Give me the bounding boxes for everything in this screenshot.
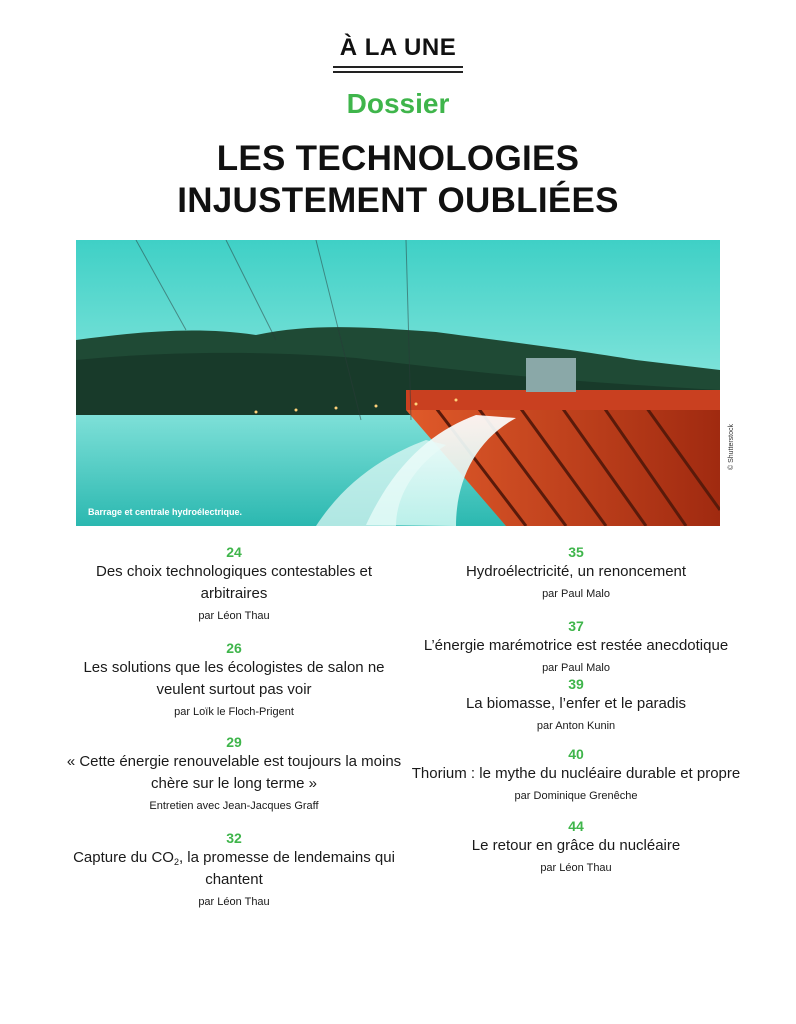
toc-entry[interactable] <box>406 618 746 676</box>
toc-author: Entretien avec Jean-Jacques Graff <box>149 800 319 812</box>
toc-author: par Anton Kunin <box>536 720 616 732</box>
dossier-kicker: Dossier <box>346 88 450 119</box>
toc-page-number: 40 <box>568 746 584 762</box>
section-rubric: À LA UNE <box>339 34 457 61</box>
toc-entry[interactable] <box>406 676 746 734</box>
toc-title: Le retour en grâce du nucléaire <box>471 837 681 854</box>
rubric-underline-top <box>333 66 463 68</box>
toc-author: par Loïk le Floch-Prigent <box>174 706 294 718</box>
toc-page-number: 35 <box>568 544 584 560</box>
toc-left-column <box>64 544 404 910</box>
toc-author: par Léon Thau <box>540 862 612 874</box>
toc-title <box>64 847 404 891</box>
toc-author: par Dominique Grenêche <box>514 790 638 802</box>
toc-entry[interactable] <box>64 544 404 624</box>
photo-credit: © Shutterstock <box>728 423 735 470</box>
toc-page-number: 26 <box>226 640 242 656</box>
toc-entry[interactable] <box>64 830 404 910</box>
toc-entry[interactable] <box>406 544 746 602</box>
toc-page-number: 37 <box>568 618 584 634</box>
toc-title: « Cette énergie renouvelable est toujours la moins chère sur le long terme » <box>66 753 402 792</box>
toc-page-number: 24 <box>226 544 242 560</box>
page-title <box>0 138 796 222</box>
toc-title: Hydroélectricité, un renoncement <box>465 563 687 580</box>
toc-title-part: Capture du CO <box>73 849 174 866</box>
toc-title: La biomasse, l’enfer et le paradis <box>465 695 687 712</box>
toc-author: par Léon Thau <box>198 896 270 908</box>
toc-right-column <box>406 544 746 876</box>
photo-caption: Barrage et centrale hydroélectrique. <box>88 507 243 517</box>
toc-title: Thorium : le mythe du nucléaire durable et propre <box>411 765 741 782</box>
toc-title: Les solutions que les écologistes de salon ne veulent surtout pas voir <box>83 659 385 698</box>
toc-author: par Léon Thau <box>198 610 270 622</box>
toc-title: Des choix technologiques contestables et arbitraires <box>95 563 372 602</box>
hydroelectric-dam-photo <box>76 240 720 526</box>
rubric-underline-bottom <box>333 71 463 73</box>
toc-author: par Paul Malo <box>542 662 610 674</box>
toc-author: par Paul Malo <box>542 588 610 600</box>
toc-page-number: 39 <box>568 676 584 692</box>
toc-entry[interactable] <box>406 746 746 804</box>
toc-title-part: , la promesse de lendemains qui chantent <box>178 849 395 888</box>
toc-title: L’énergie marémotrice est restée anecdotique <box>423 637 729 654</box>
toc-entry[interactable] <box>406 818 746 876</box>
toc-page-number: 29 <box>226 734 242 750</box>
toc-entry[interactable] <box>64 640 404 720</box>
title-line-2: INJUSTEMENT OUBLIÉES <box>177 181 619 220</box>
toc-page-number: 32 <box>226 830 242 846</box>
toc-page-number: 44 <box>568 818 584 834</box>
toc-entry[interactable] <box>64 734 404 814</box>
co2-subscript: 2 <box>173 857 179 867</box>
title-line-1: LES TECHNOLOGIES <box>216 139 580 178</box>
